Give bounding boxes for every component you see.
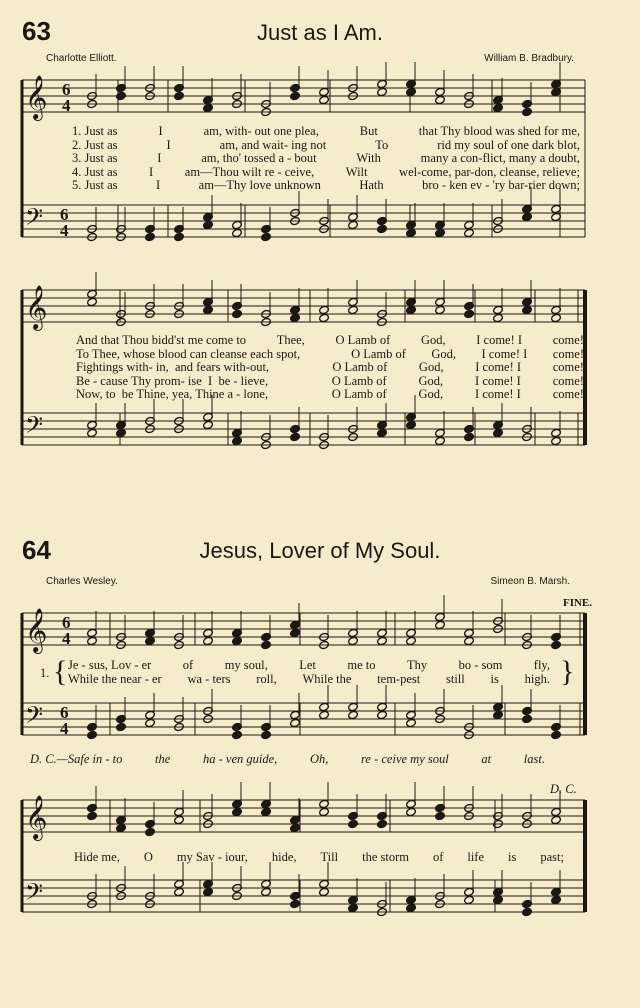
note-head: [261, 640, 272, 649]
lyric-syllables: 3. Just as: [72, 151, 118, 165]
note-head: [377, 224, 388, 233]
lyric-syllables: I come! I: [481, 346, 528, 361]
lyric-syllables: O Lamb of: [331, 373, 387, 388]
lyric-syllables: Now, to be Thine, yea, Thine a - lone,: [76, 387, 269, 401]
lyric-syllables: O Lamb of: [351, 346, 406, 361]
lyric-syllables: I: [157, 151, 162, 165]
lyric-syllables: is: [508, 850, 517, 864]
lyric-syllables: am, and wait- ing not: [219, 137, 327, 152]
bass-clef-icon: 𝄢: [25, 703, 44, 734]
note-head: [377, 428, 388, 437]
lyric-syllables: I: [149, 164, 154, 179]
note-head: [232, 436, 243, 445]
lyric-syllables: Thee,: [276, 333, 305, 347]
time-signature: 6: [62, 613, 71, 632]
note-head: [522, 107, 533, 116]
note-head: [116, 91, 127, 100]
lyric-syllables: O Lamb of: [332, 360, 388, 374]
note-head: [87, 811, 98, 820]
treble-clef-icon: 𝄞: [25, 797, 48, 839]
note-head: [145, 232, 156, 241]
lyric-syllables: O Lamb of: [335, 333, 391, 347]
lyric-syllables: am—Thy love unknown: [198, 178, 321, 192]
lyric-syllables: high.: [524, 671, 550, 686]
hymn-title: Jesus, Lover of My Soul.: [199, 538, 441, 563]
lyric-syllables: To: [375, 137, 389, 152]
note-head: [290, 628, 301, 637]
note-head: [232, 807, 243, 816]
note-head: [406, 903, 417, 912]
note-head: [551, 815, 562, 824]
note-head: [261, 887, 272, 896]
lyric-syllables: While the: [302, 671, 352, 686]
lyric-syllables: God,: [420, 333, 446, 347]
lyric-syllables: Let: [299, 658, 316, 672]
lyric-syllables: God,: [431, 346, 457, 361]
note-head: [290, 899, 301, 908]
lyric-syllables: many a con-flict, many a doubt,: [420, 151, 580, 165]
note-head: [116, 428, 127, 437]
note-head: [377, 636, 388, 645]
lyric-syllables: I: [166, 137, 171, 152]
time-signature: 4: [60, 719, 69, 738]
note-head: [464, 895, 475, 904]
lyric-syllables: am—Thou wilt re - ceive,: [184, 164, 315, 179]
note-head: [203, 220, 214, 229]
brace-left: {: [53, 655, 68, 688]
note-head: [116, 823, 127, 832]
lyric-syllables: come!: [552, 387, 584, 401]
note-head: [261, 730, 272, 739]
note-head: [232, 730, 243, 739]
note-head: [551, 895, 562, 904]
note-head: [174, 91, 185, 100]
lyric-syllables: past;: [540, 850, 564, 864]
note-head: [435, 228, 446, 237]
brace-right: }: [560, 655, 575, 688]
note-head: [493, 428, 504, 437]
note-head: [348, 220, 359, 229]
note-head: [319, 313, 330, 322]
bass-clef-icon: 𝄢: [25, 205, 44, 236]
note-head: [145, 636, 156, 645]
note-head: [174, 815, 185, 824]
lyric-syllables: 4. Just as: [72, 164, 118, 179]
lyric-syllables: God,: [418, 387, 444, 401]
note-head: [493, 103, 504, 112]
note-head: [435, 95, 446, 104]
lyric-syllables: come!: [552, 346, 584, 361]
treble-clef-icon: 𝄞: [25, 287, 48, 329]
lyric-syllables: Oh,: [309, 752, 329, 766]
lyric-syllables: I come! I: [475, 387, 521, 401]
note-head: [406, 420, 417, 429]
lyric-syllables: rid my soul of one dark blot,: [437, 137, 580, 152]
note-head: [319, 95, 330, 104]
time-signature: 6: [62, 80, 71, 99]
lyric-syllables: To Thee, whose blood can cleanse each spot,: [76, 346, 301, 361]
note-head: [203, 887, 214, 896]
note-head: [435, 620, 446, 629]
hymn-number: 63: [22, 16, 51, 46]
lyric-syllables: my soul,: [224, 658, 268, 672]
lyric-syllables: the: [155, 752, 171, 766]
note-head: [319, 807, 330, 816]
time-signature: 4: [62, 96, 71, 115]
lyric-syllables: wel-come, par-don, cleanse, relieve;: [399, 164, 580, 179]
note-head: [174, 232, 185, 241]
note-head: [232, 636, 243, 645]
lyric-syllables: God,: [418, 373, 444, 388]
note-head: [87, 297, 98, 306]
lyric-syllables: am, with- out one plea,: [203, 124, 319, 138]
note-head: [464, 636, 475, 645]
lyric-syllables: 1. Just as: [72, 124, 118, 138]
lyric-syllables: that Thy blood was shed for me,: [418, 124, 580, 138]
lyric-syllables: With: [356, 151, 381, 165]
note-head: [319, 710, 330, 719]
lyric-syllables: Wilt: [345, 164, 368, 179]
note-head: [435, 436, 446, 445]
hymn-title: Just as I Am.: [257, 20, 383, 45]
note-head: [232, 228, 243, 237]
note-head: [377, 819, 388, 828]
lyric-syllables: Till: [320, 850, 339, 864]
lyric-syllables: Fightings with- in, and fears with-out,: [76, 360, 270, 374]
lyric-syllables: I: [158, 124, 163, 138]
note-head: [464, 309, 475, 318]
lyric-syllables: tem-pest: [377, 671, 421, 686]
note-head: [261, 232, 272, 241]
note-head: [348, 710, 359, 719]
lyric-syllables: come!: [552, 360, 584, 374]
lyric-syllables: roll,: [256, 671, 277, 686]
note-head: [464, 432, 475, 441]
note-head: [551, 640, 562, 649]
note-head: [87, 730, 98, 739]
note-head: [145, 827, 156, 836]
note-head: [406, 807, 417, 816]
note-head: [377, 710, 388, 719]
lyric-syllables: Thy: [406, 658, 428, 672]
bass-clef-icon: 𝄢: [25, 880, 44, 911]
note-head: [522, 212, 533, 221]
note-head: [377, 87, 388, 96]
words-author: Charles Wesley.: [46, 576, 118, 587]
lyric-syllables: at: [481, 752, 492, 766]
note-head: [290, 91, 301, 100]
note-head: [174, 887, 185, 896]
note-head: [493, 710, 504, 719]
note-head: [406, 718, 417, 727]
note-head: [435, 811, 446, 820]
note-head: [290, 432, 301, 441]
time-signature: 6: [60, 205, 69, 224]
lyric-syllables: of: [182, 658, 194, 672]
lyric-syllables: bro - ken ev - 'ry bar-rier down;: [422, 178, 580, 192]
note-head: [348, 305, 359, 314]
lyric-syllables: 5. Just as: [72, 178, 118, 192]
lyric-syllables: re - ceive my soul: [361, 752, 449, 766]
time-signature: 4: [60, 221, 69, 240]
note-head: [493, 895, 504, 904]
time-signature: 4: [62, 629, 71, 648]
note-head: [406, 636, 417, 645]
note-head: [406, 305, 417, 314]
note-head: [348, 903, 359, 912]
lyric-syllables: last.: [523, 752, 545, 766]
lyric-syllables: come!: [552, 333, 584, 347]
note-head: [290, 718, 301, 727]
note-head: [464, 228, 475, 237]
note-head: [290, 313, 301, 322]
lyric-syllables: hide,: [271, 850, 297, 864]
lyric-syllables: I come! I: [475, 360, 522, 374]
note-head: [232, 309, 243, 318]
lyric-syllables: still: [445, 671, 465, 686]
note-head: [87, 636, 98, 645]
lyric-syllables: O: [143, 850, 153, 864]
words-author: Charlotte Elliott.: [46, 53, 117, 64]
lyric-syllables: am, tho' tossed a - bout: [201, 151, 317, 165]
note-head: [435, 305, 446, 314]
lyric-syllables: fly,: [533, 658, 550, 672]
note-head: [203, 103, 214, 112]
lyric-syllables: ha - ven guide,: [202, 752, 278, 766]
note-head: [203, 636, 214, 645]
note-head: [522, 305, 533, 314]
lyric-syllables: While the near - er: [68, 671, 162, 686]
lyric-syllables: 2. Just as: [72, 137, 118, 152]
note-head: [348, 819, 359, 828]
lyric-syllables: life: [467, 850, 485, 864]
note-head: [116, 722, 127, 731]
lyric-syllables: Hide me,: [74, 850, 120, 864]
lyric-syllables: Je - sus, Lov - er: [68, 658, 152, 672]
note-head: [203, 420, 214, 429]
music-author: Simeon B. Marsh.: [490, 576, 570, 587]
fine-mark: FINE.: [562, 597, 592, 609]
note-head: [522, 714, 533, 723]
lyric-syllables: Be - cause Thy prom- ise I be - lieve,: [76, 373, 269, 388]
note-head: [551, 436, 562, 445]
verse-number: 1.: [40, 666, 50, 680]
note-head: [406, 228, 417, 237]
note-head: [290, 823, 301, 832]
note-head: [406, 87, 417, 96]
note-head: [203, 305, 214, 314]
music-author: William B. Bradbury.: [484, 53, 574, 64]
lyric-syllables: And that Thou bidd'st me come to: [76, 333, 247, 347]
hymn-number: 64: [22, 535, 51, 565]
time-signature: 6: [60, 703, 69, 722]
lyric-syllables: of: [432, 850, 444, 864]
note-head: [87, 428, 98, 437]
note-head: [319, 887, 330, 896]
lyric-syllables: D. C.—Safe in - to: [30, 752, 123, 766]
bass-clef-icon: 𝄢: [25, 413, 44, 444]
lyric-syllables: the storm: [362, 850, 409, 864]
dc-mark: D. C.: [550, 782, 577, 796]
lyric-syllables: I come! I: [475, 373, 521, 388]
note-head: [551, 313, 562, 322]
lyric-syllables: God,: [418, 360, 444, 374]
note-head: [261, 807, 272, 816]
note-head: [493, 313, 504, 322]
lyric-syllables: bo - som: [458, 658, 503, 672]
lyric-syllables: my Sav - iour,: [176, 850, 248, 864]
lyric-syllables: I come! I: [476, 333, 523, 347]
lyric-syllables: O Lamb of: [331, 387, 387, 401]
lyric-syllables: is: [490, 671, 499, 686]
lyric-syllables: wa - ters: [187, 671, 231, 686]
note-head: [522, 907, 533, 916]
note-head: [145, 718, 156, 727]
lyric-syllables: come!: [552, 373, 584, 388]
lyric-syllables: Hath: [359, 178, 384, 192]
treble-clef-icon: 𝄞: [25, 610, 48, 652]
treble-clef-icon: 𝄞: [25, 77, 48, 119]
note-head: [551, 730, 562, 739]
lyric-syllables: But: [359, 124, 378, 138]
note-head: [348, 636, 359, 645]
lyric-syllables: me to: [347, 658, 376, 672]
lyric-syllables: I: [155, 178, 161, 192]
